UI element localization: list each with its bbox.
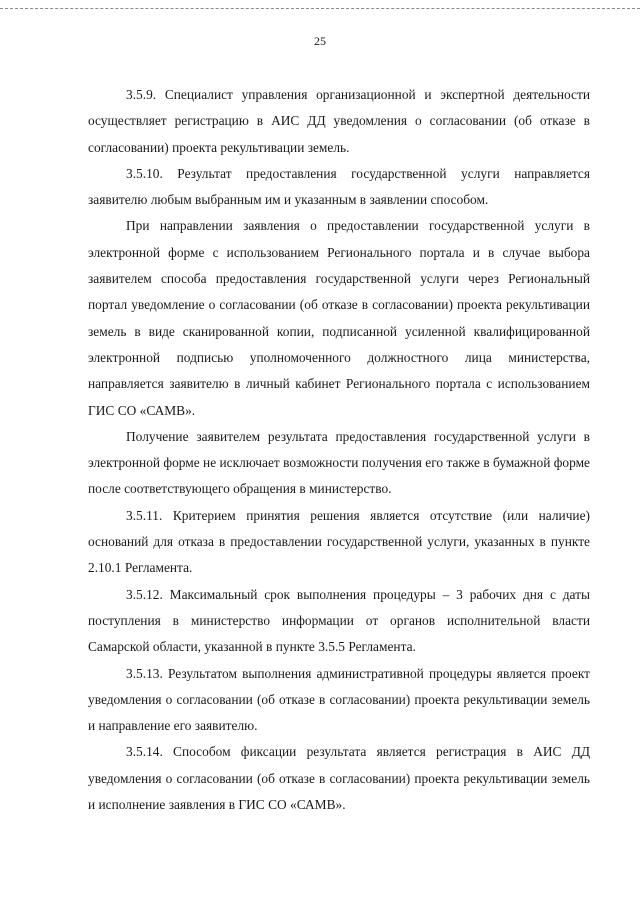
paragraph-3-5-13: 3.5.13. Результатом выполнения административной процедуры является проект уведомления о согласовании (об отказе в согласовании) проекта рекультивации земель и направление его заявителю. xyxy=(88,665,590,734)
paragraph-3-5-11: 3.5.11. Критерием принятия решения является отсутствие (или наличие) оснований для отказа в предоставлении государственной услуги, указанных в пункте 2.10.1 Регламента. xyxy=(88,507,590,576)
paragraph-3-5-12: 3.5.12. Максимальный срок выполнения процедуры – 3 рабочих дня с даты поступления в министерство информации от органов исполнительной власти Самарской области, указанной в пункте 3.5.5 Регламента. xyxy=(88,586,590,655)
paragraph-electronic-form: При направлении заявления о предоставлении государственной услуги в электронной форме с использованием Регионального портала и в случае выбора заявителем способа предоставления государственной услуги через Региональный портал уведомление о согласовании (об отказе в согласовании) проекта рекультивации земель в виде сканированной копии, подписанной усиленной квалифицированной электронной подписью уполномоченного должностного лица министерства, направляется заявителю в личный кабинет Регионального портала с использованием ГИС СО «САМВ». xyxy=(88,218,590,418)
page-number: 25 xyxy=(314,34,326,48)
paragraph-3-5-14: 3.5.14. Способом фиксации результата является регистрация в АИС ДД уведомления о согласовании (об отказе в согласовании) проекта рекультивации земель и исполнение заявления в ГИС СО «САМВ». xyxy=(88,744,590,813)
document-body xyxy=(88,82,590,818)
paragraph-3-5-10: 3.5.10. Результат предоставления государственной услуги направляется заявителю любым выбранным им и указанным в заявлении способом. xyxy=(88,165,590,208)
top-dashed-border xyxy=(0,8,640,9)
paragraph-3-5-9: 3.5.9. Специалист управления организационной и экспертной деятельности осуществляет регистрацию в АИС ДД уведомления о согласовании (об отказе в согласовании) проекта рекультивации земель. xyxy=(88,87,590,155)
paragraph-paper-form: Получение заявителем результата предоставления государственной услуги в электронной форме не исключает возможности получения его также в бумажной форме после соответствующего обращения в министерство. xyxy=(88,428,591,497)
